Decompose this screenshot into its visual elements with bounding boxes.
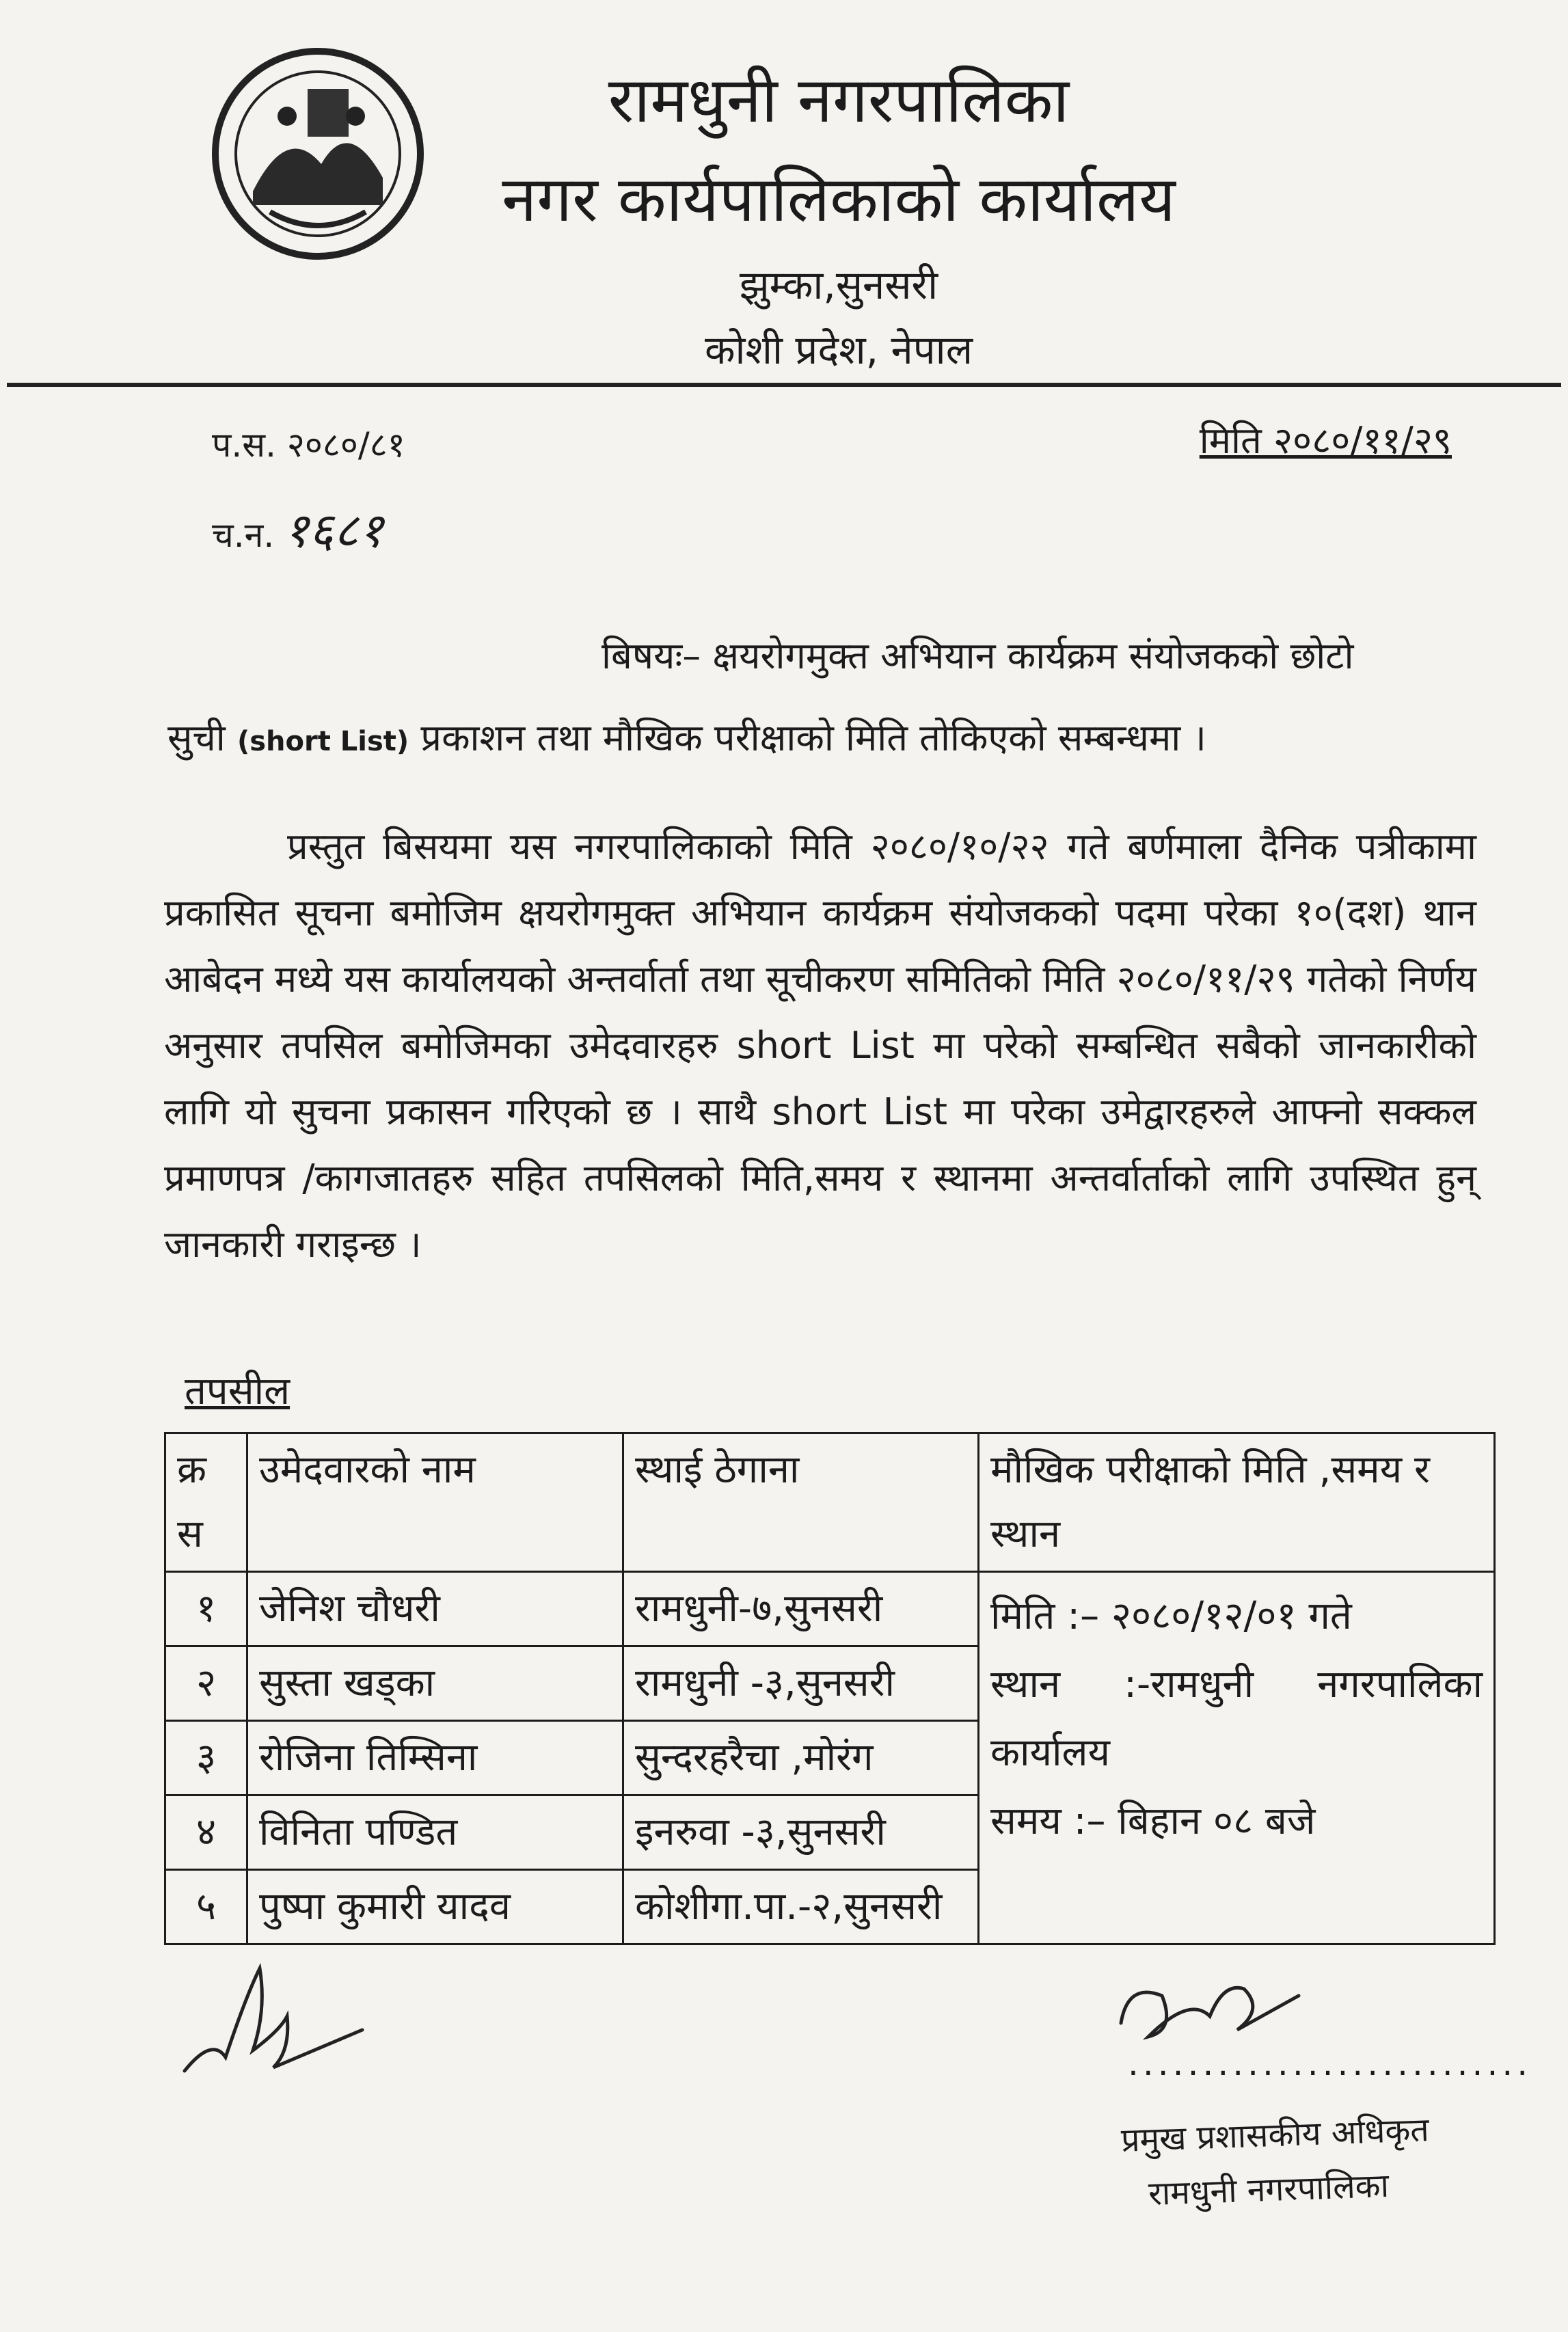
row-name: पुष्पा कुमारी यादव: [247, 1870, 623, 1944]
row-name: सुस्ता खड्का: [247, 1646, 623, 1721]
header-address: स्थाई ठेगाना: [623, 1433, 979, 1572]
subject-line-2-pre: सुची: [167, 716, 237, 759]
row-name: रोजिना तिम्सिना: [247, 1721, 623, 1795]
row-address: रामधुनी-७,सुनसरी: [623, 1572, 979, 1646]
row-address: सुन्दरहरैचा ,मोरंग: [623, 1721, 979, 1795]
row-address: इनरुवा -३,सुनसरी: [623, 1795, 979, 1870]
letter-date: मिति २०८०/११/२९: [1199, 419, 1452, 462]
cn-label: च.न.: [212, 515, 275, 555]
signature-dots: ...........................: [1128, 2044, 1532, 2083]
row-sn: ३: [165, 1721, 247, 1795]
body-paragraph: प्रस्तुत बिसयमा यस नगरपालिकाको मिति २०८०/१०/२२ गते बर्णमाला दैनिक पत्रीकामा प्रकासित सूचना बमोजिम क्षयरोगमुक्त अभियान कार्यक्रम संयोजकको पदमा परेका १०(दश) थान आबेदन मध्ये यस कार्यालयको अन्तर्वार्ता तथा सूचीकरण समितिको मिति २०८०/११/२९ गतेको निर्णय अनुसार तपसिल बमोजिमका उमेदवारहरु short List मा परेको सम्बन्धित सबैको जानकारीको लागि यो सुचना प्रकासन गरिएको छ । साथै short List मा परेका उमेद्वारहरुले आफ्नो सक्कल प्रमाणपत्र /कागजातहरु सहित तपसिलको मिति,समय र स्थानमा अन्तर्वार्ताको लागि उपस्थित हुन् जानकारी गराइन्छ ।: [164, 825, 1476, 1266]
row-sn: ४: [165, 1795, 247, 1870]
table-header-row: [165, 1433, 1495, 1572]
municipality-title: रामधुनी नगरपालिका: [608, 64, 1070, 137]
header-sn: क्र स: [165, 1433, 247, 1572]
header-name: उमेदवारको नाम: [247, 1433, 623, 1572]
header-rule: [7, 383, 1561, 387]
office-province: कोशी प्रदेश, नेपाल: [704, 327, 973, 373]
shortlist-table: [164, 1432, 1496, 1945]
office-title: नगर कार्यपालिकाको कार्यालय: [502, 163, 1176, 236]
exam-place: स्थान :-रामधुनी नगरपालिका कार्यालय: [990, 1662, 1483, 1775]
row-name: जेनिश चौधरी: [247, 1572, 623, 1646]
row-name: विनिता पण्डित: [247, 1795, 623, 1870]
row-address: रामधुनी -३,सुनसरी: [623, 1646, 979, 1721]
subject-line-2: [167, 711, 1206, 761]
subject-line-2-post: प्रकाशन तथा मौखिक परीक्षाको मिति तोकिएको सम्बन्धमा ।: [409, 716, 1206, 759]
letter-cn-number: [212, 496, 383, 561]
header-exam: मौखिक परीक्षाको मिति ,समय र स्थान: [979, 1433, 1495, 1572]
exam-date: मिति :– २०८०/१२/०१ गते: [990, 1594, 1352, 1638]
signature-left-icon: [171, 1955, 376, 2091]
office-place: झुम्का,सुनसरी: [739, 262, 938, 308]
exam-details-cell: [979, 1572, 1495, 1944]
subject-short-list: (short List): [236, 726, 409, 757]
row-sn: ५: [165, 1870, 247, 1944]
letter-ps-number: प.स. २०८०/८१: [212, 425, 405, 465]
subject-line-1: बिषयः– क्षयरोगमुक्त अभियान कार्यक्रम संयोजकको छोटो: [601, 634, 1354, 677]
row-address: कोशीगा.पा.-२,सुनसरी: [623, 1870, 979, 1944]
row-sn: २: [165, 1646, 247, 1721]
signatory-title: प्रमुख प्रशासकीय अधिकृत: [1120, 2111, 1430, 2160]
exam-time: समय :– बिहान ०८ बजे: [990, 1799, 1316, 1843]
signatory-office: रामधुनी नगरपालिका: [1148, 2166, 1390, 2214]
tapsil-heading: तपसील: [185, 1369, 290, 1413]
cn-value: १६८१: [284, 502, 383, 558]
row-sn: १: [165, 1572, 247, 1646]
table-row: [165, 1572, 1495, 1646]
